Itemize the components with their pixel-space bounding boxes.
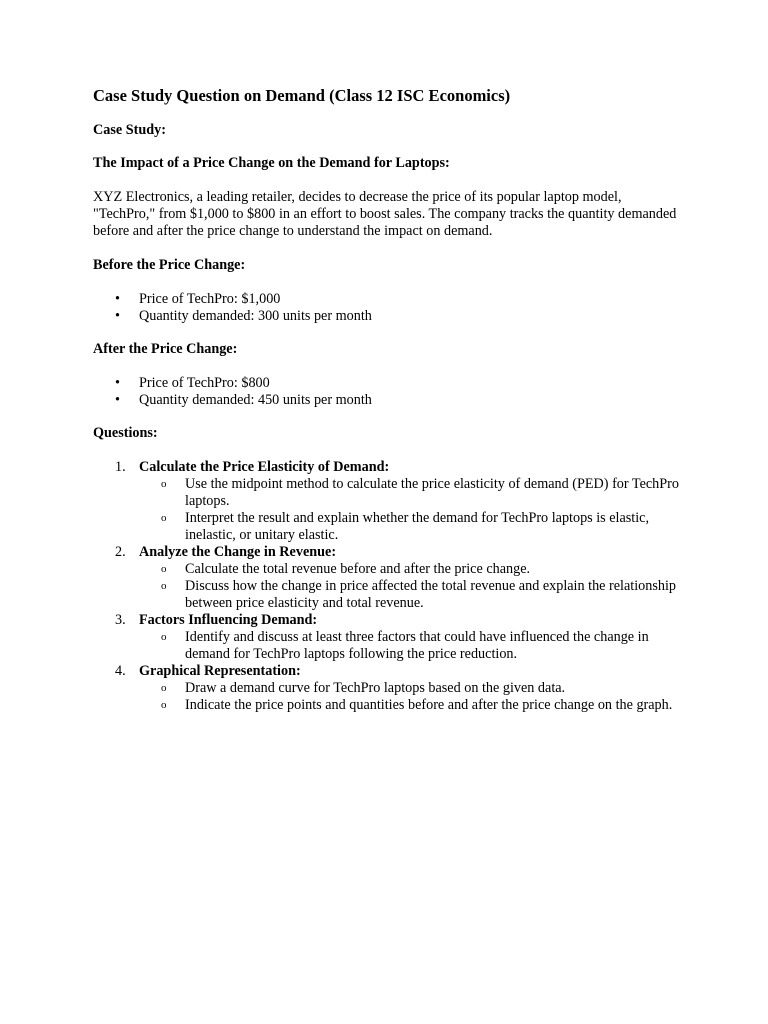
before-list bbox=[93, 291, 683, 325]
question-number: 2. bbox=[115, 544, 126, 560]
sub-list bbox=[139, 561, 683, 612]
list-item bbox=[93, 392, 683, 409]
circle-bullet-icon: o bbox=[161, 478, 167, 490]
circle-bullet-icon: o bbox=[161, 631, 167, 643]
list-item-text: Quantity demanded: 450 units per month bbox=[139, 392, 372, 408]
bullet-icon: • bbox=[115, 291, 120, 307]
list-item bbox=[93, 291, 683, 308]
question-title: Graphical Representation: bbox=[139, 663, 301, 679]
case-heading: The Impact of a Price Change on the Demand for Laptops: bbox=[93, 155, 450, 171]
question-number: 3. bbox=[115, 612, 126, 628]
sub-item bbox=[139, 578, 683, 612]
question-title: Calculate the Price Elasticity of Demand: bbox=[139, 459, 390, 475]
list-item bbox=[93, 308, 683, 325]
after-heading: After the Price Change: bbox=[93, 341, 238, 357]
sub-list bbox=[139, 629, 683, 663]
bullet-icon: • bbox=[115, 375, 120, 391]
circle-bullet-icon: o bbox=[161, 699, 167, 711]
sub-item-text: Interpret the result and explain whether the demand for TechPro laptops is elastic, inelastic, or unitary elastic. bbox=[185, 510, 650, 543]
circle-bullet-icon: o bbox=[161, 512, 167, 524]
question-item bbox=[93, 459, 683, 544]
document-page bbox=[93, 86, 683, 714]
question-number: 4. bbox=[115, 663, 126, 679]
question-item bbox=[93, 544, 683, 612]
sub-item bbox=[139, 510, 683, 544]
circle-bullet-icon: o bbox=[161, 682, 167, 694]
sub-list bbox=[139, 476, 683, 544]
sub-item-text: Draw a demand curve for TechPro laptops based on the given data. bbox=[185, 680, 566, 696]
list-item-text: Price of TechPro: $1,000 bbox=[139, 291, 281, 307]
sub-item-text: Identify and discuss at least three factors that could have influenced the change in demand for TechPro laptops following the price reduction. bbox=[185, 629, 649, 662]
question-number: 1. bbox=[115, 459, 126, 475]
question-item bbox=[93, 663, 683, 714]
sub-item bbox=[139, 561, 683, 578]
case-study-label: Case Study: bbox=[93, 122, 166, 138]
sub-item-text: Use the midpoint method to calculate the price elasticity of demand (PED) for TechPro laptops. bbox=[185, 476, 679, 509]
list-item-text: Price of TechPro: $800 bbox=[139, 375, 270, 391]
sub-item bbox=[139, 476, 683, 510]
sub-item-text: Discuss how the change in price affected the total revenue and explain the relationship between price elasticity and total revenue. bbox=[185, 578, 676, 611]
sub-item bbox=[139, 629, 683, 663]
list-item bbox=[93, 375, 683, 392]
bullet-icon: • bbox=[115, 308, 120, 324]
document-title: Case Study Question on Demand (Class 12 ISC Economics) bbox=[93, 86, 511, 105]
after-list bbox=[93, 375, 683, 409]
question-title: Factors Influencing Demand: bbox=[139, 612, 318, 628]
sub-item bbox=[139, 697, 683, 714]
bullet-icon: • bbox=[115, 392, 120, 408]
question-item bbox=[93, 612, 683, 663]
sub-item-text: Calculate the total revenue before and after the price change. bbox=[185, 561, 531, 577]
before-heading: Before the Price Change: bbox=[93, 257, 246, 273]
intro-paragraph: XYZ Electronics, a leading retailer, decides to decrease the price of its popular laptop model, "TechPro," from $1,000 to $800 in an effort to boost sales. The company tracks the quantity demanded before and after the price change to understand the impact on demand. bbox=[93, 189, 677, 239]
question-title: Analyze the Change in Revenue: bbox=[139, 544, 337, 560]
sub-item bbox=[139, 680, 683, 697]
sub-list bbox=[139, 680, 683, 714]
circle-bullet-icon: o bbox=[161, 580, 167, 592]
questions-heading: Questions: bbox=[93, 425, 158, 441]
sub-item-text: Indicate the price points and quantities before and after the price change on the graph. bbox=[185, 697, 673, 713]
circle-bullet-icon: o bbox=[161, 563, 167, 575]
questions-list bbox=[93, 459, 683, 714]
list-item-text: Quantity demanded: 300 units per month bbox=[139, 308, 372, 324]
